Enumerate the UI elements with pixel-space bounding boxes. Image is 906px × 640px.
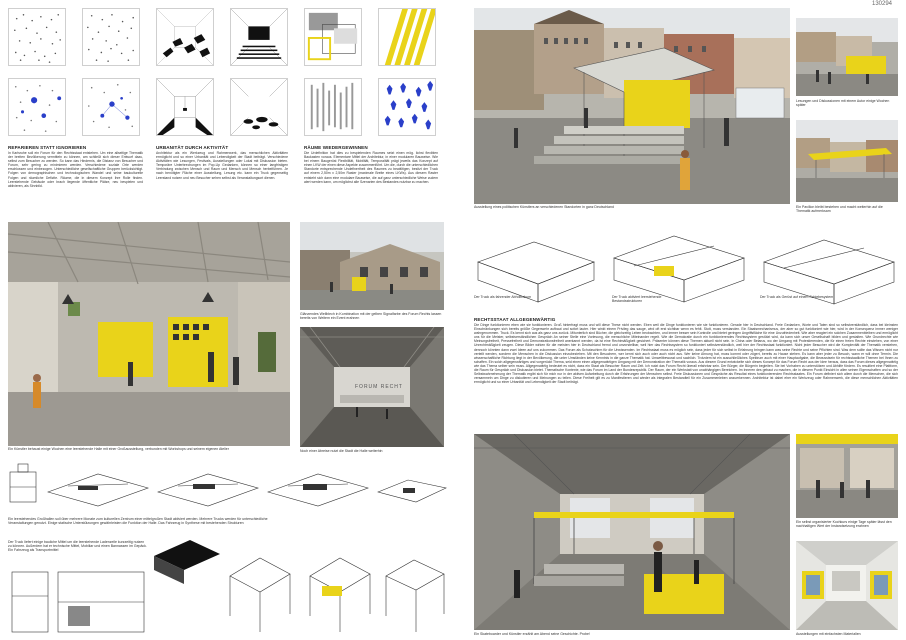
diagram-room-blocks [156, 8, 214, 66]
text-raeume: Die Urdefinition hat dies zu bespielenden Raumes setzt einen mög. lichst flexiblen Baukasten voraus. Elementare Mittel der Architektur, in einer modularen Bauweise. Wie bei einem Baugerüst Flexibilität, Mobilität, Temporalität prägt jeweils das Konzept auf einen LKW der einen diese Aspekte zusammenführt. Um die, durch die unterschiedlichen Standorte entsprechende Undefinertheit des Raumes zu bewältigen, besitzt der Truck auf einem 2,50m x 2,50m Raster (maximale Breite eines LKWs). Aus diesem Raster entsteht sich dann eine modulare Bauweise, die auf ganz unterschiedliche Weise zudem alert werden kann, um möglichst alle Szenarien des Bestandes nutzbar zu machen. [304, 151, 438, 184]
caption-talk: Lesungen und Diskussionen mit einem Autor einige Wochen später [796, 99, 890, 108]
text-urbanitaet: Architektur als ein Werkzeug und Rahmenwerk, das menschlichen Aktivitäten ermöglicht und so einer Urbanität und Lebendigkeit der Stadt beiträgt. Verschiedene Aktivitäten wie Lesungen, Festivals, Ausstellungen oder Lokal mit Diskussion bieten. Temporäre Unterbrechungen im Pop-Up Gedanken, können so einer langfristigen Verbindung zwischen Mensch und Raum und Mensch und Mensch herbeiführen. Je nach benötigter Fläche einer Ausstellung, Lesung etc. kann ein Truck gegenseitig Leerstand nutzen und neu Besucher sehen selbst als Veranstaltungsort dienen. [156, 151, 288, 180]
text-rechtsstaat: Die Dinge funktionieren eben wie sie funktionieren. Groß hinterfragt muss und will diese These nicht werden. Eben weil die Dinge funktionieren wie sie funktionieren. Gerade hier in Deutschland. Freie Gedanken, Worte und Taten sind so selbstverständlich, dass bei kleinsten Einschränkungen sich bereits größte Gegenwehr aufbaut und sofort lauter. Hier winkt einem Privileg das sauge, wird oft erst sichtbar wenn es fehlt. Stutt, muss verstanden. Ein Staatsmechanismus, der aber so gut funktioniert wie hier, wird in der Konsequenz immer weniger wahrgenommen. Truck. Es kennt sich aus als ganz uns zurück. Mitunterlich sind Bücher, die gleichzeitig Leben beobachten, und immer besser sein Kontrolle und bietet geringen Angriffsfläche für eine Unzufriedenheit. Wie aber reagiert ein solchen Zusammenbleiben und ermöglicht uns für die Meister, selbstverständlichen Gespräch An seiner Stelle eine Vorlesung, die menschliche Miteinander regelt. Wie die Demokratie durch ein funktionierendes Rechtssystem gestützt wird, da kann sich unser Gesellschaft bilden und gestalten. Wie Grundrechte wie Meinungsfreiheit, Pressefreiheit und Demonstrationsfreiheit anerkannt werden, da ist eine Rechtmäßigkeit gesichert. Präsenter können diese Themen aktuell nicht sein. In China oder Belarus, wo der Umgang mit Protestierenden, die für einen freien Rechte einstehen, von einer Unrechtmäßigkeit zeugen. Diese Bilder wirken für die meisten hier in Deutschland fremd und unvorstellbar, weil hier das Rechtssystem so funktioniert selbstverständlich, weil hier der Rechtsstaat funktioniert. Nicht jeder Besucher wird die Komplexität der Thematik verstehen, dennoch könnten dann zwei Ideen auf uns zukommen. Das Forum als Schutzschirm für die Unwissenden. Im Rechtsstaat muss es möglich sein, dass jeder für sich selbst in Erfahrung bringen kann was seine Rechte und seine Pflichten sind. Was dem sollte das Wissen nicht nur verteilt werden, sondern die Menschen in die Diskussion einzubeziehen. Mit den Besuchern, wer kennt sich auch oder auch nicht aus. Wer keine Ahnung hat, muss kommt oder zögert, bereits zu Hause stehen. Es kann aber jeder zu Besuch, wann er will ohne Termin. Die wissenschaftliche Richtung liegt in der Bevölkerung, die unter Umständen keine Kenntnis in die ganze Thematik hat. Umweltbewusst und sachlich. Trotzdem ist ein ausschließliches Spektrum auch mit einer Hauptaufgabe, die Bewusstsein für rechtsstaatliche Themen bei Ihnen zu schaffen. Ein solch allgegenwärtiges und vorgerückt Thema, seid einen einen allgegenwärtigen Umgang mit der Demonstration der Thematik voraus. Aus diesem Grund entwickelte sich dieses Konzept für das Forum Recht aus der Idee heraus, dass das Forum dieses allgegenwärtig wie das Thema selber sein muss. Allgegenwärtig bedeutet es nicht, dass ein Staat als Besucher Raum und Zeit. Ich nutzt das Forum Recht überall erfahrbar sein. Der Bürger, die Bürgerin begleiten. Sie bei Vorhaben zu unterstützen und Abhilfe fördern. Es resultiert eine Plattform, die Raum für Gespräch und Diskussion bietet. Thematische Kontexte, wie das Forum im Land der Bundesrepublik. Der Raum, der ein Werkstatt von unabhängigen Bereichen. Im Inneren des gebaut zu machen, die in diesem Punkt Einsicht in allen seinen Eigenschaften und so der Selbstwahrnehmung der Thematik ergibt sich für mich nur in der aktiven Aufarbeitung durch die Erfahrungen der Menschen selbst. Freie Diskussionen und Gespräche als Resultat eines funktionierenden Rechtsstaates. Ein Forum definiert sich allem durch die Menschen, die sich versammeln um Dinge zu diskutieren und Meinungen zu teilen. Diese Freiheit gilt es zu Manifestieren und wieder als integralen Bestandteil für ein Zusammenleben anzuerkennen. Architektur ist dabei eher ein Werkzeug oder Rahmenwerk, die diese menschlichen Aktivitäten ermöglicht und so einer Urbanität und Lebendigkeit der Stadt beiträgt. [474, 323, 898, 385]
forum-sign-label: FORUM RECHT [355, 384, 403, 390]
text-reparieren: In Karlsruhe soll ein Forum für den Rechtsstaat entstehen. Um eine allseitige Thematik der breiten Bevölkerung vermitteln zu können, am schließt sich dieser Entwurf dazu, selbst zum Besucher zu werden. So kann das Hindernis, die Distanz von Besucher und Forum, sehr gering zu minimieren werden. Verschiedene soziale Orte werden erschlossen und einbezogen. Unterschiedliche gesellschaftliche Gruppen berücksichtigt. Folgen von demographischen und technologischen Wandel und seine baukulturelle Folgen und räumliche Defizite. Räume, die in diesem Konzept ihre Rolle finden. Leerstehende Gebäude oder brach liegende öffentliche Plätze, neu bespielen und aktivieren, als Sinnbild. [8, 151, 143, 188]
diagram-yellow-stripes [378, 8, 436, 66]
caption-kiosk: Ein selbst organisierter Kochkurs einige Tage später lässt den nachhaltigen Wert der Instandsetzung erahnen [796, 520, 892, 529]
page-id: 130294 [872, 1, 893, 7]
caption-yard: Glänzendes Wellblech in Kombination mit der gelben Signalfarbe des Forum Rechts lassen bereits von Weitem ein Event erahnen [300, 312, 442, 321]
talk-render [796, 18, 898, 96]
diagram-yellow-frame [304, 8, 362, 66]
heading-rechtsstaat: RECHTSSTAAT ALLGEGENWÄRTIG [474, 317, 556, 322]
diagram-vertical-bars [304, 78, 362, 136]
diagram-scatter-people [8, 8, 66, 66]
caption-plan: Ein leerstehendes Großhallen soll über mehrere Monate zum kulturellen Zentrum einer mittelgroßen Stadt aktiviert werden. Mehrere Trucks werden für unterschiedliche Veranstaltungen genutzt. Einige statische Unterstützungen gewährleisten die Funktion der Halle. Das Fahrzeug in Synthese mit bestehenden Strukturen [8, 517, 268, 526]
caption-truck-2: Der Truck aktiviert leerstehende Bestandsstrukturen [612, 295, 662, 304]
truck-shop-sketches [150, 536, 448, 636]
hall-interior-photo [8, 222, 290, 446]
plaza-render [474, 8, 790, 204]
kiosk-render [796, 434, 898, 518]
diagram-scatter-people-2 [82, 8, 140, 66]
materials-render [796, 541, 898, 630]
truck-axonometrics [474, 222, 898, 314]
caption-pavilion: Ein Pavillon bleibt bestehen und macht weiterhin auf die Thematik aufmerksam [796, 205, 883, 214]
diagram-blue-figures [378, 78, 436, 136]
plan-sketches [8, 462, 448, 514]
caption-truck-shop: Der Truck liefert einige bauliche Mittel um die leerstehende Ladenzeile kurzzeitig nutzen zu können. Außerdem hat er technische Mittel, Mobiliar und einen Bannassen im Gepäck. Ein Fahrzeug als Transportmittel [8, 540, 147, 553]
diagram-scatter-blue [8, 78, 66, 136]
diagram-room-stripes [230, 8, 288, 66]
caption-station: Ein Skateboarder und Künstler erzählt am Abend seine Geschichte. Probe! [474, 632, 590, 636]
diagram-room-corridor [156, 78, 214, 136]
caption-plaza: Ausstellung eines politischen Künstlers an verschiedenen Standorten in ganz Deutschland [474, 205, 614, 209]
caption-truck-1: Der Truck als fahrender Abholtrakum [474, 295, 531, 299]
heading-raeume: RÄUME WIEDERGEWINNEN [304, 145, 368, 150]
diagram-scatter-blue-2 [82, 78, 140, 136]
truck-shop-plan [8, 566, 148, 636]
pavilion-render [796, 120, 898, 202]
diagram-room-people [230, 78, 288, 136]
caption-hall-night: Noch einer Abreise nutzt die Stadt die Halle weiterhin [300, 449, 383, 453]
caption-materials: Ausstellungen mit einfachsten Materialien [796, 632, 861, 636]
yard-photo [300, 222, 444, 310]
hall-night-photo [300, 327, 444, 447]
caption-hall-large: Ein Künstler behaust einige Wochen eine leerstehende Halle mit einer Großausstellung, verbunden mit Workshops und seinem eigenen Atelier [8, 447, 229, 451]
caption-truck-3: Der Truck als Gerüst auf einem Schiebesystem [760, 295, 834, 299]
heading-reparieren: REPARIEREN STATT IGNORIEREN [8, 145, 87, 150]
heading-urbanitaet: URBANITÄT DURCH AKTIVITÄT [156, 145, 229, 150]
station-render [474, 434, 790, 630]
